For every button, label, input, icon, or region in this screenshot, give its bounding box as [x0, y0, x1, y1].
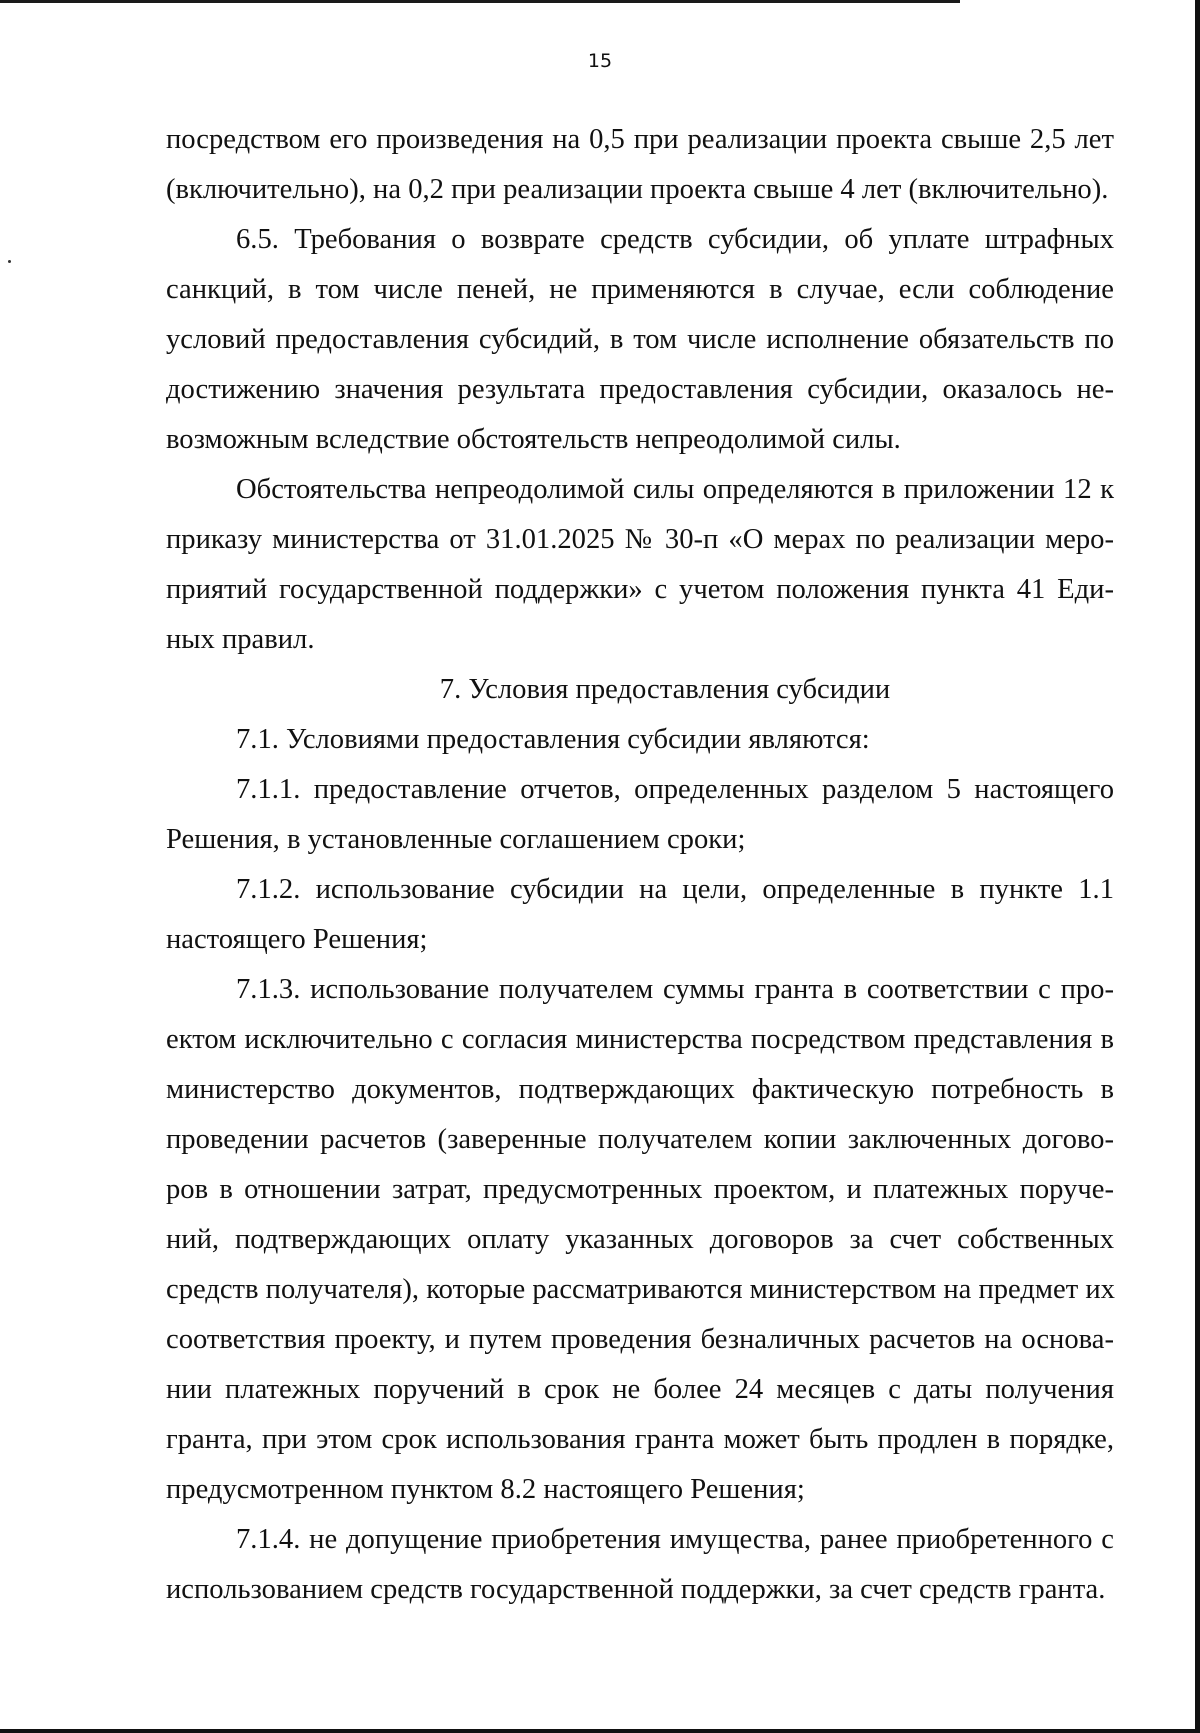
scan-border-bottom	[0, 1729, 1200, 1733]
text-line: достижению значения результата предоставления субсидии, оказалось не-	[166, 374, 1114, 405]
paragraph-force-majeure	[166, 465, 1114, 665]
text-line: 7.1.2. использование субсидии на цели, определенные в пункте 1.1	[236, 874, 1114, 905]
text-line: средств получателя), которые рассматриваются министерством на предмет их	[166, 1274, 1115, 1305]
text-line: предусмотренном пунктом 8.2 настоящего Решения;	[166, 1474, 805, 1505]
paragraph-7-1-4	[166, 1515, 1114, 1615]
scan-border-top	[0, 0, 960, 3]
text-line: приказу министерства от 31.01.2025 № 30-п «О мерах по реализации меро-	[166, 524, 1114, 555]
text-line: 7.1.3. использование получателем суммы гранта в соответствии с про-	[236, 974, 1114, 1005]
text-line: министерство документов, подтверждающих фактическую потребность в	[166, 1074, 1114, 1105]
text-line: приятий государственной поддержки» с учетом положения пункта 41 Еди-	[166, 574, 1114, 605]
text-line: нии платежных поручений в срок не более 24 месяцев с даты получения	[166, 1374, 1114, 1405]
text-line: ных правил.	[166, 624, 315, 655]
text-line: ектом исключительно с согласия министерства посредством представления в	[166, 1024, 1114, 1055]
paragraph-7-1	[166, 715, 1114, 765]
paragraph-7-1-1	[166, 765, 1114, 865]
text-line: посредством его произведения на 0,5 при реализации проекта свыше 2,5 лет	[166, 124, 1114, 155]
text-line: настоящего Решения;	[166, 924, 428, 955]
scan-speck	[8, 260, 11, 263]
text-line: возможным вследствие обстоятельств непреодолимой силы.	[166, 424, 901, 455]
section-heading: 7. Условия предоставления субсидии	[439, 674, 891, 705]
text-line: 6.5. Требования о возврате средств субсидии, об уплате штрафных	[236, 224, 1114, 255]
text-line: 7.1.1. предоставление отчетов, определенных разделом 5 настоящего	[236, 774, 1114, 805]
text-line: Обстоятельства непреодолимой силы определяются в приложении 12 к	[236, 474, 1114, 505]
text-line: 7.1. Условиями предоставления субсидии являются:	[236, 724, 870, 755]
paragraph-continuation	[166, 115, 1114, 215]
text-line: санкций, в том числе пеней, не применяются в случае, если соблюдение	[166, 274, 1114, 305]
paragraph-7-1-2	[166, 865, 1114, 965]
text-line: соответствия проекту, и путем проведения безналичных расчетов на основа-	[166, 1324, 1114, 1355]
text-line: Решения, в установленные соглашением сроки;	[166, 824, 746, 855]
text-line: 7.1.4. не допущение приобретения имущества, ранее приобретенного с	[236, 1524, 1114, 1555]
paragraph-6-5	[166, 215, 1114, 465]
text-line: проведении расчетов (заверенные получателем копии заключенных догово-	[166, 1124, 1114, 1155]
text-line: ний, подтверждающих оплату указанных договоров за счет собственных	[166, 1224, 1114, 1255]
paragraph-7-1-3	[166, 965, 1114, 1515]
document-body	[166, 115, 1114, 1615]
text-line: (включительно), на 0,2 при реализации проекта свыше 4 лет (включительно).	[166, 174, 1109, 205]
text-line: использованием средств государственной поддержки, за счет средств гранта.	[166, 1574, 1106, 1605]
scan-border-right	[1195, 0, 1200, 1733]
text-line: условий предоставления субсидий, в том числе исполнение обязательств по	[166, 324, 1114, 355]
text-line: ров в отношении затрат, предусмотренных проектом, и платежных поруче-	[166, 1174, 1114, 1205]
text-line: гранта, при этом срок использования гранта может быть продлен в порядке,	[166, 1424, 1114, 1455]
page-number: 15	[587, 50, 613, 72]
